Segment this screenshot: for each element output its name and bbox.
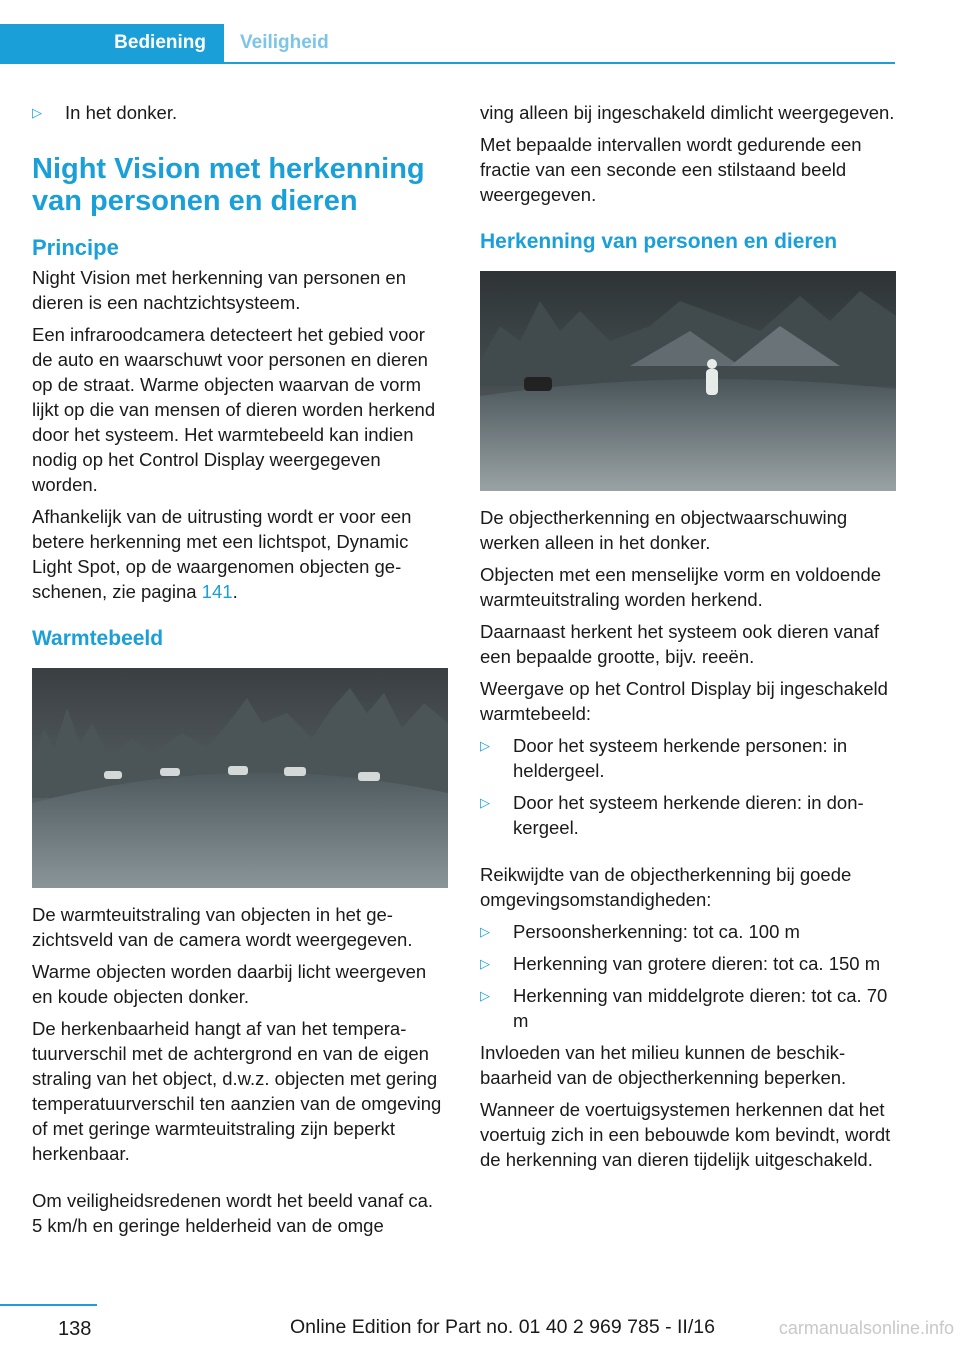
principe-heading: Principe bbox=[32, 235, 119, 260]
paragraph-text: Afhankelijk van de uitrusting wordt er voor een betere herkenning met een lichtspot, Dynamic Light Spot, op de waargenomen objecten geschenen, zie pagina bbox=[32, 506, 412, 602]
paragraph: De objectherkenning en objectwaarschuwing werken alleen in het donker. bbox=[480, 507, 848, 553]
herkenning-heading: Herkenning van personen en dieren bbox=[480, 230, 838, 253]
paragraph: Wanneer de voertuigsystemen herkennen dat het voertuig zich in een bebouwde kom bevindt, wordt de herkenning van dieren tijdelijk uitgeschakeld. bbox=[480, 1099, 891, 1170]
paragraph-end: . bbox=[232, 581, 238, 602]
page-number: 138 bbox=[58, 1318, 92, 1340]
page-link[interactable]: 141 bbox=[201, 581, 233, 602]
paragraph: Invloeden van het milieu kunnen de beschikbaarheid van de objectherkenning beperken. bbox=[480, 1042, 847, 1088]
list-item bbox=[480, 919, 896, 944]
paragraph: Warme objecten worden daarbij licht weergeven en koude objecten donker. bbox=[32, 961, 427, 1007]
paragraph: Een infraroodcamera detecteert het gebied voor de auto en waarschuwt voor personen en dieren op de straat. Warme objecten waarvan de vorm lijkt op die van mensen of dieren worden herkend door het systeem. Het warmtebeeld kan indien nodig op het Control Display weergegeven worden. bbox=[32, 324, 436, 495]
paragraph: De warmteuitstraling van objecten in het gezichtsveld van de camera wordt weergegeven. bbox=[32, 904, 413, 950]
paragraph: Om veiligheidsredenen wordt het beeld vanaf ca. 5 km/h en geringe helderheid van de omge bbox=[32, 1190, 434, 1236]
paragraph: ving alleen bij ingeschakeld dimlicht weergegeven. bbox=[480, 102, 895, 123]
bullet-text: Door het systeem herkende dieren: in donkergeel. bbox=[513, 792, 864, 838]
right-column bbox=[480, 100, 896, 1179]
thermal-image-pedestrian bbox=[480, 271, 896, 491]
triangle-bullet-icon bbox=[480, 790, 513, 840]
list-item bbox=[480, 983, 896, 1033]
tab-bediening[interactable]: Bediening bbox=[0, 24, 224, 62]
paragraph: Objecten met een menselijke vorm en voldoende warmteuitstraling worden herkend. bbox=[480, 564, 882, 610]
paragraph bbox=[32, 504, 448, 604]
paragraph: De herkenbaarheid hangt af van het temperatuurverschil met de achtergrond en van de eigen straling van het object, d.w.z. objecten met gering temperatuurverschil ten aanzien van de omgeving of met geringe warmteuitstraling zijn beperkt herkenbaar. bbox=[32, 1018, 442, 1164]
paragraph: Daarnaast herkent het systeem ook dieren vanaf een bepaalde grootte, bijv. reeën. bbox=[480, 621, 880, 667]
triangle-bullet-icon bbox=[480, 733, 513, 783]
section-title: Night Vision met herkenning van personen en dieren bbox=[32, 153, 425, 217]
list-item bbox=[32, 100, 448, 125]
tab-veiligheid[interactable]: Veiligheid bbox=[240, 32, 329, 53]
paragraph: Night Vision met herkenning van personen en dieren is een nachtzichtsysteem. bbox=[32, 267, 407, 313]
thermal-image-animals bbox=[32, 668, 448, 888]
list-item bbox=[480, 733, 896, 783]
bullet-text: Herkenning van middelgrote dieren: tot ca. 70 m bbox=[513, 985, 888, 1031]
list-item bbox=[480, 790, 896, 840]
paragraph: Reikwijdte van de objectherkenning bij goede omgevingsomstandigheden: bbox=[480, 864, 852, 910]
list-item bbox=[480, 951, 896, 976]
watermark: carmanualsonline.info bbox=[778, 1318, 954, 1338]
warmtebeeld-heading: Warmtebeeld bbox=[32, 627, 164, 650]
bullet-text: Door het systeem herkende personen: in heldergeel. bbox=[513, 735, 848, 781]
footer-divider bbox=[0, 1304, 97, 1306]
left-column bbox=[32, 100, 448, 1245]
edition-text: Online Edition for Part no. 01 40 2 969 785 - II/16 bbox=[290, 1316, 715, 1338]
triangle-bullet-icon bbox=[480, 951, 513, 976]
triangle-bullet-icon bbox=[32, 100, 65, 125]
bullet-text: Persoonsherkenning: tot ca. 100 m bbox=[513, 921, 800, 942]
triangle-bullet-icon bbox=[480, 983, 513, 1033]
bullet-text: Herkenning van grotere dieren: tot ca. 150 m bbox=[513, 953, 881, 974]
paragraph: Weergave op het Control Display bij ingeschakeld warmtebeeld: bbox=[480, 678, 888, 724]
paragraph: Met bepaalde intervallen wordt gedurende een fractie van een seconde een stilstaand beeld weergegeven. bbox=[480, 134, 862, 205]
bullet-text: In het donker. bbox=[65, 102, 178, 123]
section-tabs bbox=[0, 24, 895, 64]
triangle-bullet-icon bbox=[480, 919, 513, 944]
